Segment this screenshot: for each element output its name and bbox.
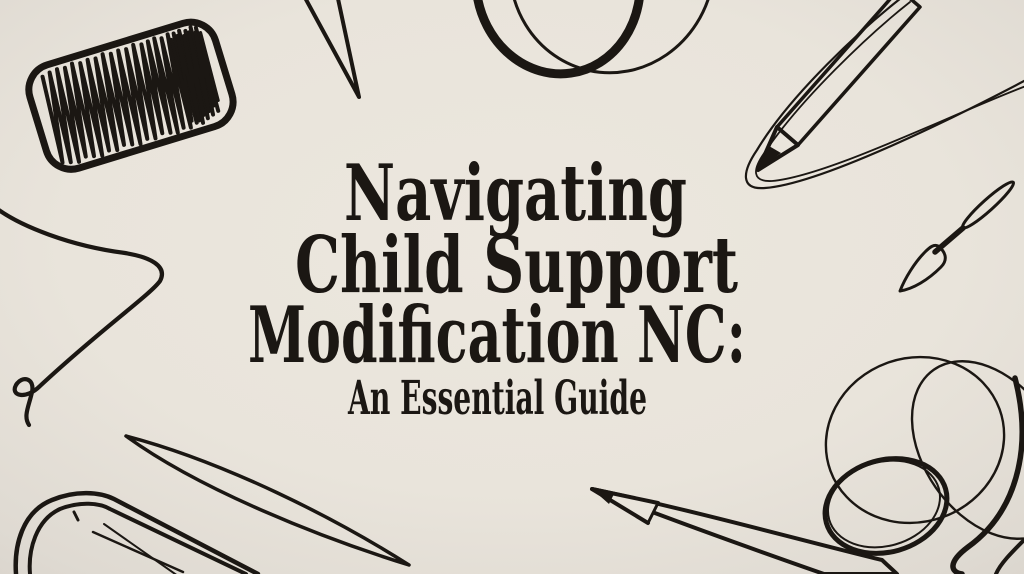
pencil-with-loop-icon	[746, 0, 1024, 188]
title-line-2: Child Support	[295, 220, 738, 311]
pencil-point-icon	[303, 0, 359, 97]
title-line-1: Navigating	[344, 148, 687, 239]
paintbrush-icon	[900, 178, 1017, 291]
pen-nib-icon	[93, 524, 183, 574]
hatched-stick-icon	[126, 436, 409, 565]
loop-scribble-tail-icon	[802, 332, 1024, 574]
title-subtitle: An Essential Guide	[347, 371, 647, 426]
loop-scribble-icon	[464, 0, 734, 92]
eraser-scribble-icon	[22, 16, 239, 176]
squiggle-flourish-icon	[0, 208, 162, 425]
notebook-corner-icon	[16, 493, 258, 574]
title-line-3: Modification NC:	[248, 290, 746, 381]
